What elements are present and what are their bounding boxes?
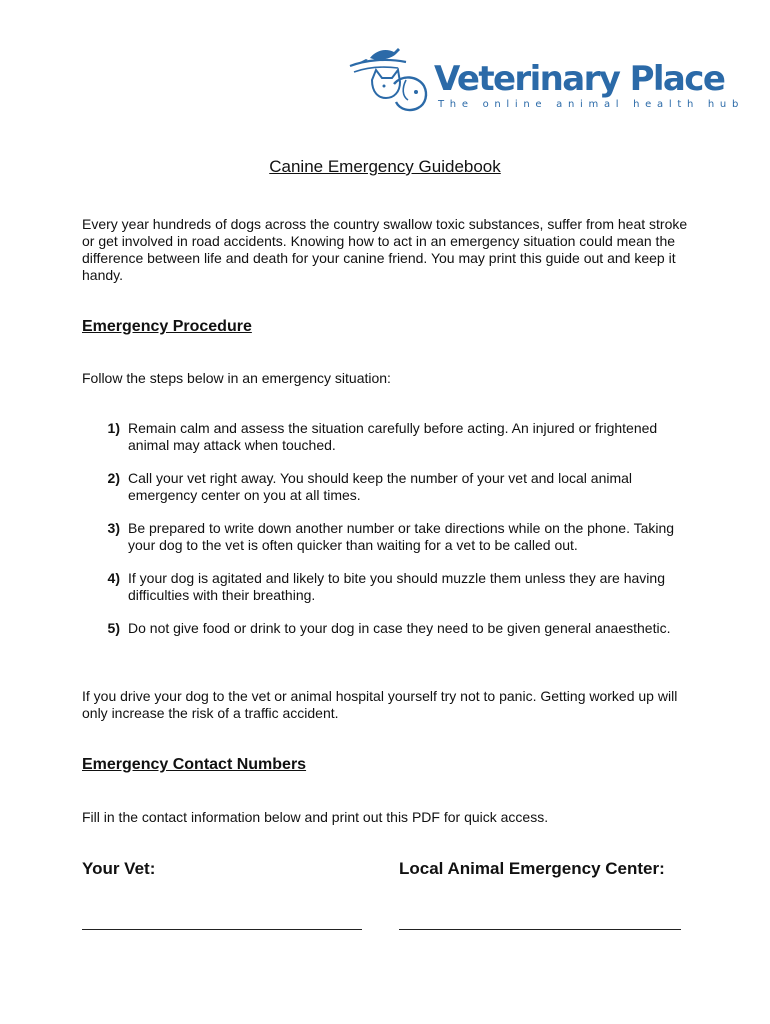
local-emergency-center-label: Local Animal Emergency Center: — [399, 859, 665, 878]
step-number: 1) — [107, 420, 120, 436]
list-item — [82, 620, 692, 637]
list-item — [82, 470, 692, 504]
step-number: 2) — [107, 470, 120, 486]
step-text: If your dog is agitated and likely to bite you should muzzle them unless they are having difficulties with their breathing. — [128, 570, 665, 603]
bird-cat-dog-logo-icon — [346, 40, 446, 118]
step-text: Call your vet right away. You should keep the number of your vet and local animal emergency center on you at all times. — [128, 470, 633, 503]
step-number: 5) — [107, 620, 120, 636]
step-number: 3) — [107, 520, 120, 536]
closing-paragraph: If you drive your dog to the vet or animal hospital yourself try not to panic. Getting worked up will only increase the risk of a traffic accident. — [82, 688, 678, 721]
veterinary-place-logo — [346, 40, 744, 118]
step-text: Do not give food or drink to your dog in case they need to be given general anaesthetic. — [128, 620, 671, 636]
procedure-lead-text: Follow the steps below in an emergency situation: — [82, 370, 391, 386]
emergency-contacts-heading: Emergency Contact Numbers — [82, 756, 307, 773]
step-text: Be prepared to write down another number or take directions while on the phone. Taking your dog to the vet is often quicker than waiting for a vet to be called out. — [128, 520, 675, 553]
logo-tagline: The online animal health hub — [438, 99, 744, 110]
intro-paragraph: Every year hundreds of dogs across the country swallow toxic substances, suffer from heat stroke or get involved in road accidents. Knowing how to act in an emergency situation could mean the difference between life and death for your canine friend. You may print this guide out and keep it handy. — [82, 216, 688, 283]
list-item — [82, 520, 692, 554]
list-item — [82, 570, 692, 604]
step-number: 4) — [107, 570, 120, 586]
contacts-lead-text: Fill in the contact information below and print out this PDF for quick access. — [82, 809, 549, 825]
procedure-steps-list — [82, 420, 692, 653]
list-item — [82, 420, 692, 454]
local-center-fill-line[interactable] — [399, 929, 681, 930]
your-vet-fill-line[interactable] — [82, 929, 362, 930]
logo-wordmark: Veterinary Place — [434, 59, 725, 99]
step-text: Remain calm and assess the situation carefully before acting. An injured or frightened animal may attack when touched. — [128, 420, 658, 453]
your-vet-label: Your Vet: — [82, 859, 156, 878]
emergency-procedure-heading: Emergency Procedure — [82, 318, 252, 335]
document-title: Canine Emergency Guidebook — [269, 157, 501, 176]
